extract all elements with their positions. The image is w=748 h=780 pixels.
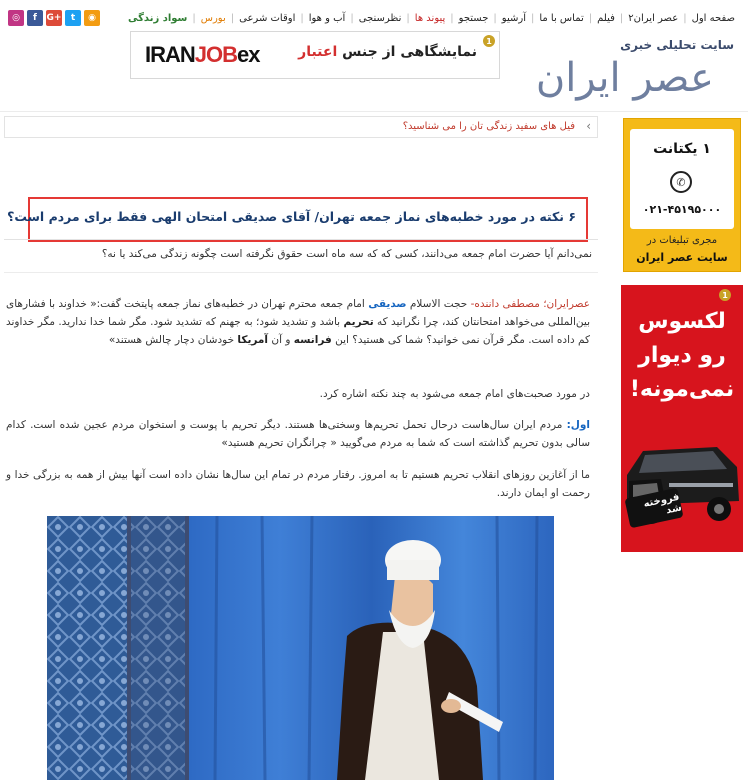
main-nav (123, 9, 740, 27)
lexus-ad[interactable] (621, 285, 743, 552)
text-segment: مردم ایران سال‌هاست درحال تحمل تحریم‌ها وسختی‌ها هستند. دیگر تحریم با پوست و استخوان مردم عجین شده است. کدام سالی بدون تحریم گذاشته است که شما به مردم می‌گویید « چرانگران تحریم هستید» (6, 419, 590, 449)
news-ticker[interactable] (4, 116, 598, 138)
twitter-icon[interactable]: t (65, 10, 81, 26)
banner-slogan-b: اعتبار (298, 44, 338, 60)
article-paragraph-2 (6, 385, 590, 403)
article-paragraph-1 (6, 295, 590, 349)
nav-separator: | (619, 12, 624, 24)
inline-link[interactable]: اشاره (341, 388, 368, 400)
banner-brand-part-a: IRAN (145, 42, 195, 67)
nav-separator: | (406, 12, 410, 24)
text-segment: حجت الاسلام (406, 298, 471, 310)
text-segment: امام جمعه محترم تهران در خطبه‌های نماز جمعه پایتخت گفت:« خداوند با فشارهای بین‌المللی می‌خواهد امتحانتان کند، چرا نگرانید که (6, 298, 590, 328)
sold-badge: فروخته شد (624, 488, 683, 529)
logo-name: عصر ایران (535, 55, 714, 101)
banner-brand-logo (145, 42, 260, 68)
ad-phone-number: ۰۲۱-۴۵۱۹۵۰۰۰ (642, 203, 722, 216)
point-label: اول: (566, 419, 590, 431)
nav-item[interactable]: صفحه اول (691, 12, 735, 24)
nav-separator: | (192, 12, 196, 24)
nav-item[interactable]: فیلم (597, 12, 615, 24)
nav-item[interactable]: عصر ایران۲ (628, 12, 679, 24)
ad-headline-line-3: نمی‌مونه! (629, 377, 735, 402)
banner-brand-part-b: JOB (194, 42, 238, 67)
facebook-icon[interactable]: f (27, 10, 43, 26)
ad-caption-site: سایت عصر ایران (636, 251, 728, 264)
site-logo[interactable] (524, 34, 734, 104)
cleric-photo-image (47, 516, 554, 780)
ad-caption: مجری تبلیغات در (646, 235, 718, 246)
text-segment: و آن (268, 334, 294, 346)
keyword-link-sadighi[interactable]: صدیقی (368, 298, 407, 310)
article-paragraph-3 (6, 416, 590, 452)
article-source: عصرایران؛ مصطفی داننده- (470, 298, 590, 310)
rss-icon[interactable]: ◉ (84, 10, 100, 26)
nav-item[interactable]: تماس با ما (539, 12, 584, 24)
nav-separator: | (230, 12, 235, 24)
nav-separator: | (493, 12, 497, 24)
article-paragraph-4: ما از آغازین روزهای انقلاب تحریم هستیم تا به امروز. رفتار مردم در تمام این سال‌ها نشان داده است آنها بیش از همه به بزرگی خدا و رحمت او ایمان دارند. (6, 469, 590, 499)
medal-icon: 1 (483, 35, 495, 47)
ticker-headline[interactable]: فیل های سفید زندگی تان را می شناسید؟ (402, 121, 575, 132)
nav-separator: | (588, 12, 593, 24)
ad-card (630, 129, 734, 229)
keyword-america: آمریکا (237, 334, 269, 346)
keyword-france: فرانسه (293, 334, 332, 346)
phone-icon: ✆ (670, 171, 692, 193)
nav-item[interactable]: آب و هوا (308, 12, 346, 24)
nav-separator: | (530, 12, 535, 24)
article-headline: ۶ نکته در مورد خطبه‌های نماز جمعه تهران/ آقای صدیقی امتحان الهی فقط برای مردم است؟ (28, 197, 588, 242)
nav-item[interactable]: پیوند ها (414, 12, 446, 24)
divider (4, 272, 598, 273)
nav-item[interactable]: بورس (200, 12, 226, 24)
nav-separator: | (300, 12, 304, 24)
nav-item[interactable]: نظرسنجی (358, 12, 402, 24)
medal-icon: 1 (719, 289, 731, 301)
nav-separator: | (683, 12, 687, 24)
text-segment: باشد و تشدید شود؛ به جهنم که تشدید شود. مگر شما خدا ندارید. مگر خداوند کم داده است. مگر قرآن نمی خوانید؟ شما کی هستید؟ این (6, 316, 590, 346)
nav-item[interactable]: اوقات شرعی (239, 12, 296, 24)
instagram-icon[interactable]: ◎ (8, 10, 24, 26)
text-segment: در مورد صحبت‌های امام جمعه می‌شود به چند نکته (367, 388, 590, 400)
yektanet-ad[interactable] (623, 118, 741, 272)
logo-tagline: سایت تحلیلی خبری (620, 38, 734, 52)
article-photo (47, 516, 554, 780)
banner-brand-part-c: ex (237, 42, 260, 67)
chevron-right-icon[interactable]: › (586, 119, 591, 133)
ad-headline-line-1: لکسوس (638, 309, 726, 334)
ad-headline-line-2: رو دیوار (638, 343, 726, 368)
top-banner-ad[interactable] (130, 31, 500, 79)
text-segment: خودشان دچار چالش هستند» (108, 334, 238, 346)
text-segment: کرد. (319, 388, 342, 400)
nav-separator: | (350, 12, 354, 24)
nav-separator: | (450, 12, 454, 24)
ad-brand: ۱ یکتانت (653, 141, 711, 157)
site-header (0, 0, 748, 112)
social-links (8, 10, 100, 26)
divider (4, 239, 598, 240)
google-plus-icon[interactable]: G+ (46, 10, 62, 26)
banner-slogan-a: نمایشگاهی از جنس (337, 44, 477, 60)
article-lead: نمی‌دانم آیا حضرت امام جمعه می‌دانند، کسی که که سه ماه است حقوق نگرفته است چگونه زندگی می‌کند یا نه؟ (101, 248, 592, 260)
nav-item[interactable]: جستجو (458, 12, 489, 24)
banner-slogan (298, 44, 477, 60)
nav-item[interactable]: آرشیو (501, 12, 526, 24)
keyword-sanction: تحریم (343, 316, 374, 328)
nav-item[interactable]: سواد زندگی (128, 12, 188, 24)
